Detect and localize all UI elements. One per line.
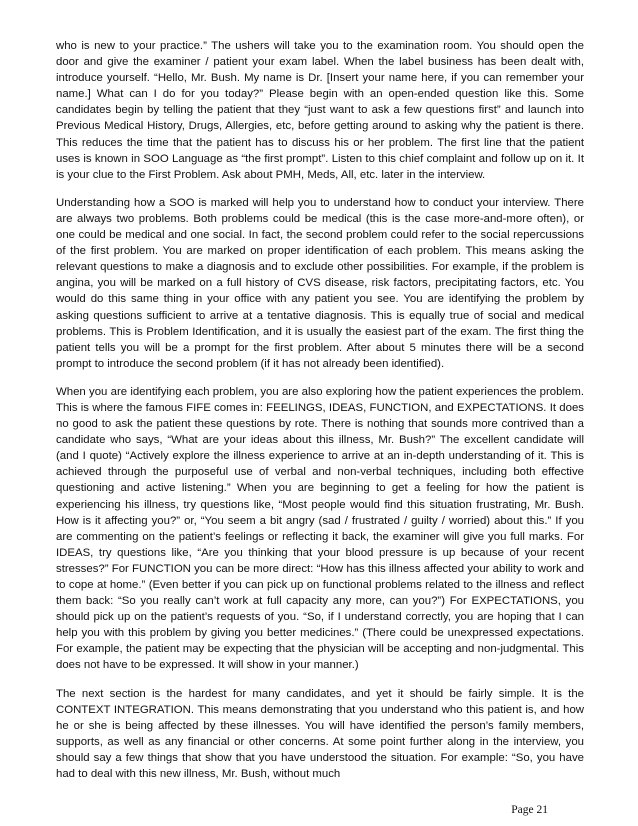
paragraph: The next section is the hardest for many candidates, and yet it should be fairly simple. It is the CONTEXT INTEGRATION. This means demonstrating that you understand who this patient is, and how he or she is being affected by these illnesses. You will have identified the person’s family members, supports, as well as any financial or other concerns. At some point further along in the interview, you should say a few things that show that you have understood the situation. For example: “So, you have had to deal with this new illness, Mr. Bush, without much (56, 687, 584, 781)
page-number: Page 21 (511, 804, 548, 816)
paragraph: Understanding how a SOO is marked will help you to understand how to conduct your interview. There are always two problems. Both problems could be medical (this is the case more-and-more often), or one could be medical and one social. In fact, the second problem could refer to the social repercussions of the first problem. You are marked on proper identification of each problem. This means asking the relevant questions to make a diagnosis and to exclude other possibilities. For example, if the problem is angina, you will be marked on a full history of CVS disease, risk factors, precipitating factors, etc. You would do this same thing in your office with any patient you see. You are identifying the problem by asking questions sufficient to arrive at a tentative diagnosis. This is equally true of social and medical problems. This is Problem Identification, and it is usually the easiest part of the exam. The first thing the patient tells you will be a prompt for the first problem. After about 5 minutes there will be a second prompt to introduce the second problem (if it has not already been identified). (56, 196, 584, 370)
paragraph: When you are identifying each problem, you are also exploring how the patient experiences the problem. This is where the famous FIFE comes in: FEELINGS, IDEAS, FUNCTION, and EXPECTATIONS. It does no good to ask the patient these questions by rote. There is nothing that sounds more contrived than a candidate who says, “What are your ideas about this illness, Mr. Bush?” The excellent candidate will (and I quote) “Actively explore the illness experience to arrive at an in-depth understanding of it. This is achieved through the purposeful use of verbal and non-verbal techniques, including both effective questioning and active listening.” When you are beginning to get a feeling for how the patient is experiencing his illness, try questions like, “Most people would find this situation frustrating, Mr. Bush. How is it affecting you?” or, “You seem a bit angry (sad / frustrated / guilty / worried) about this.” If you are commenting on the patient’s feelings or reflecting it back, the examiner will give you full marks. For IDEAS, try questions like, “Are you thinking that your blood pressure is up because of your recent stresses?” For FUNCTION you can be more direct: “How has this illness affected your ability to work and to cope at home.” (Even better if you can pick up on functional problems related to the illness and reflect them back: “So you really can’t work at full capacity any more, can you?”) For EXPECTATIONS, you should pick up on the patient’s requests of you. “So, if I understand correctly, you are hoping that I can help you with this problem by giving you better medicines.” (There could be unexpressed expectations. For example, the patient may be expecting that the physician will be accepting and non-judgmental. This does not have to be expressed. It will show in your manner.) (56, 385, 584, 672)
paragraph: who is new to your practice.” The ushers will take you to the examination room. You should open the door and give the examiner / patient your exam label. When the label business has been dealt with, introduce yourself. “Hello, Mr. Bush. My name is Dr. [Insert your name here, if you can remember your name.] What can I do for you today?” Please begin with an open-ended question like this. Some candidates begin by telling the patient that they “just want to ask a few questions first” and launch into Previous Medical History, Drugs, Allergies, etc, before getting around to asking why the patient is there. This reduces the time that the patient has to discuss his or her problem. The first line that the patient uses is known in SOO Language as “the first prompt”. Listen to this chief complaint and follow up on it. It is your clue to the First Problem. Ask about PMH, Meds, All, etc. later in the interview. (56, 40, 584, 181)
document-body (56, 38, 584, 794)
